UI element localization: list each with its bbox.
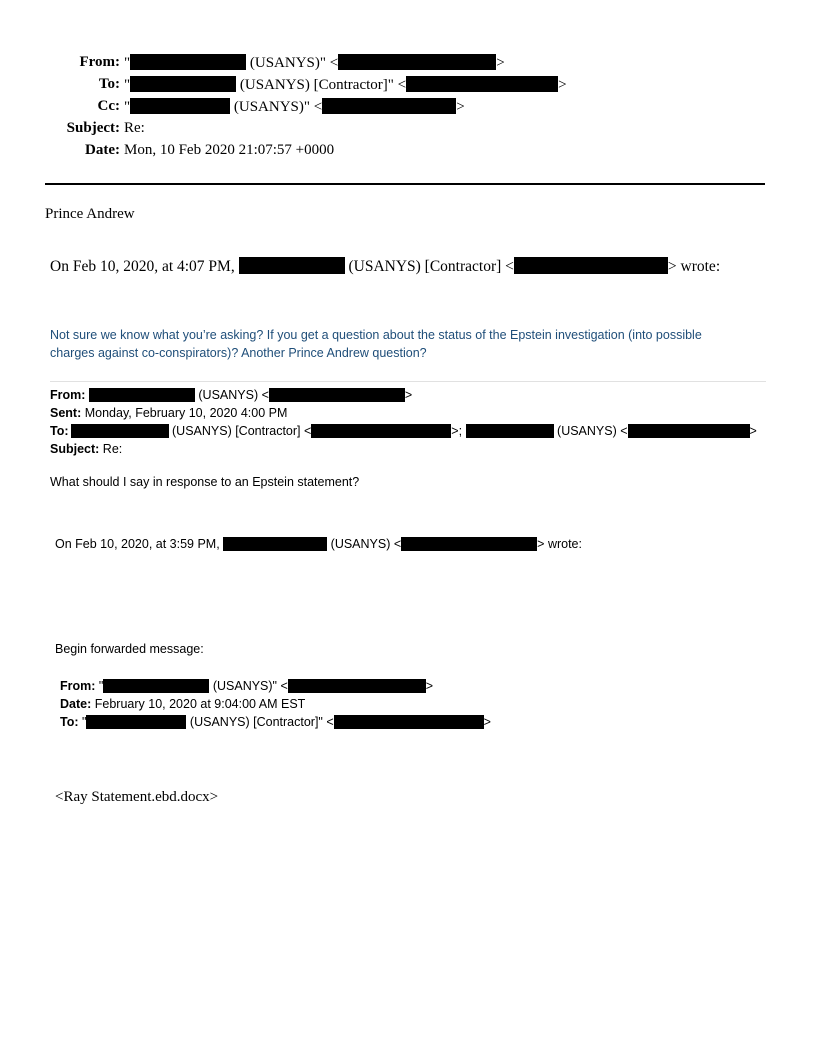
to-label: To: [98,76,120,92]
quote-header-2 [55,537,582,551]
fwd-date-label: Date: [60,697,92,711]
fwd-from-row [60,677,491,695]
from-org: (USANYS)" < [249,55,339,71]
fwd-to-label: To: [60,715,79,729]
redaction-box [239,257,345,274]
fwd-date-row [60,695,491,713]
msg2-sent-value: Monday, February 10, 2020 4:00 PM [84,406,288,420]
fwd-date-value: February 10, 2020 at 9:04:00 AM EST [94,697,306,711]
redaction-box [401,537,537,551]
redaction-box [130,76,236,92]
msg2-from-org: (USANYS) < [198,388,269,402]
from-close: > [496,55,505,71]
from-label: From: [79,54,120,70]
subject-value: Re: [124,120,145,136]
redaction-box [130,98,230,114]
to-org: (USANYS) [Contractor]" < [239,77,407,93]
fwd-to-close: > [483,715,491,729]
redaction-box [288,679,426,693]
message2-from-row [50,386,757,404]
redaction-box [89,388,195,402]
redaction-box [269,388,405,402]
redaction-box [406,76,558,92]
cc-close: > [456,99,465,115]
reply-text [50,326,702,362]
fwd-from-label: From: [60,679,96,693]
redaction-box [322,98,456,114]
redaction-box [466,424,554,438]
redaction-box [338,54,496,70]
from-quote: " [124,55,131,71]
msg2-subject-label: Subject: [50,442,100,456]
redaction-box [223,537,327,551]
message-divider [50,381,766,382]
quote2-post: > wrote: [537,537,582,551]
cc-org: (USANYS)" < [233,99,323,115]
quote2-pre: On Feb 10, 2020, at 3:59 PM, [55,537,220,551]
msg2-from-label: From: [50,388,86,402]
header-divider [45,183,765,185]
redaction-box [311,424,451,438]
quote1-post: > wrote: [667,258,721,275]
fwd-from-org: (USANYS)" < [212,679,288,693]
fwd-to-quote: " [82,715,87,729]
fwd-to-org: (USANYS) [Contractor]" < [189,715,334,729]
cc-quote: " [124,99,131,115]
to-quote: " [124,77,131,93]
quote-header-1 [50,257,720,276]
msg2-subject-value: Re: [102,442,123,456]
attachment-name[interactable]: <Ray Statement.ebd.docx> [55,789,219,805]
message2-subject-row [50,440,757,458]
body-text: Prince Andrew [45,206,135,222]
reply-text-line: charges against co-conspirators)? Another Prince Andrew question? [50,346,427,360]
msg2-sent-label: Sent: [50,406,82,420]
redaction-box [628,424,750,438]
fwd-from-close: > [425,679,434,693]
message2-header [50,386,757,458]
msg2-to-close: > [749,424,757,438]
fwd-to-row [60,713,491,731]
msg2-from-close: > [404,388,413,402]
subject-label: Subject: [66,120,120,136]
forwarded-header [60,677,491,731]
date-value: Mon, 10 Feb 2020 21:07:57 +0000 [124,142,335,158]
message2-to-row [50,422,757,440]
to-close: > [558,77,567,93]
redaction-box [103,679,209,693]
redaction-box [71,424,169,438]
message2-sent-row [50,404,757,422]
redaction-box [334,715,484,729]
redaction-box [86,715,186,729]
redaction-box [514,257,668,274]
date-label: Date: [85,142,120,158]
fwd-from-quote: " [98,679,104,693]
cc-label: Cc: [97,98,120,114]
msg2-to-org2: (USANYS) < [557,424,628,438]
quote1-org: (USANYS) [Contractor] < [348,258,514,275]
message2-body: What should I say in response to an Epstein statement? [50,475,360,489]
msg2-to-org1: (USANYS) [Contractor] < [172,424,312,438]
redaction-box [130,54,246,70]
quote1-pre: On Feb 10, 2020, at 4:07 PM, [50,258,235,275]
msg2-to-label: To: [50,424,69,438]
quote2-org: (USANYS) < [330,537,402,551]
forward-label: Begin forwarded message: [55,642,204,656]
reply-text-line: Not sure we know what you’re asking? If you get a question about the status of the Epstein investigation (into possible [50,328,702,342]
msg2-to-sep: >; [451,424,463,438]
